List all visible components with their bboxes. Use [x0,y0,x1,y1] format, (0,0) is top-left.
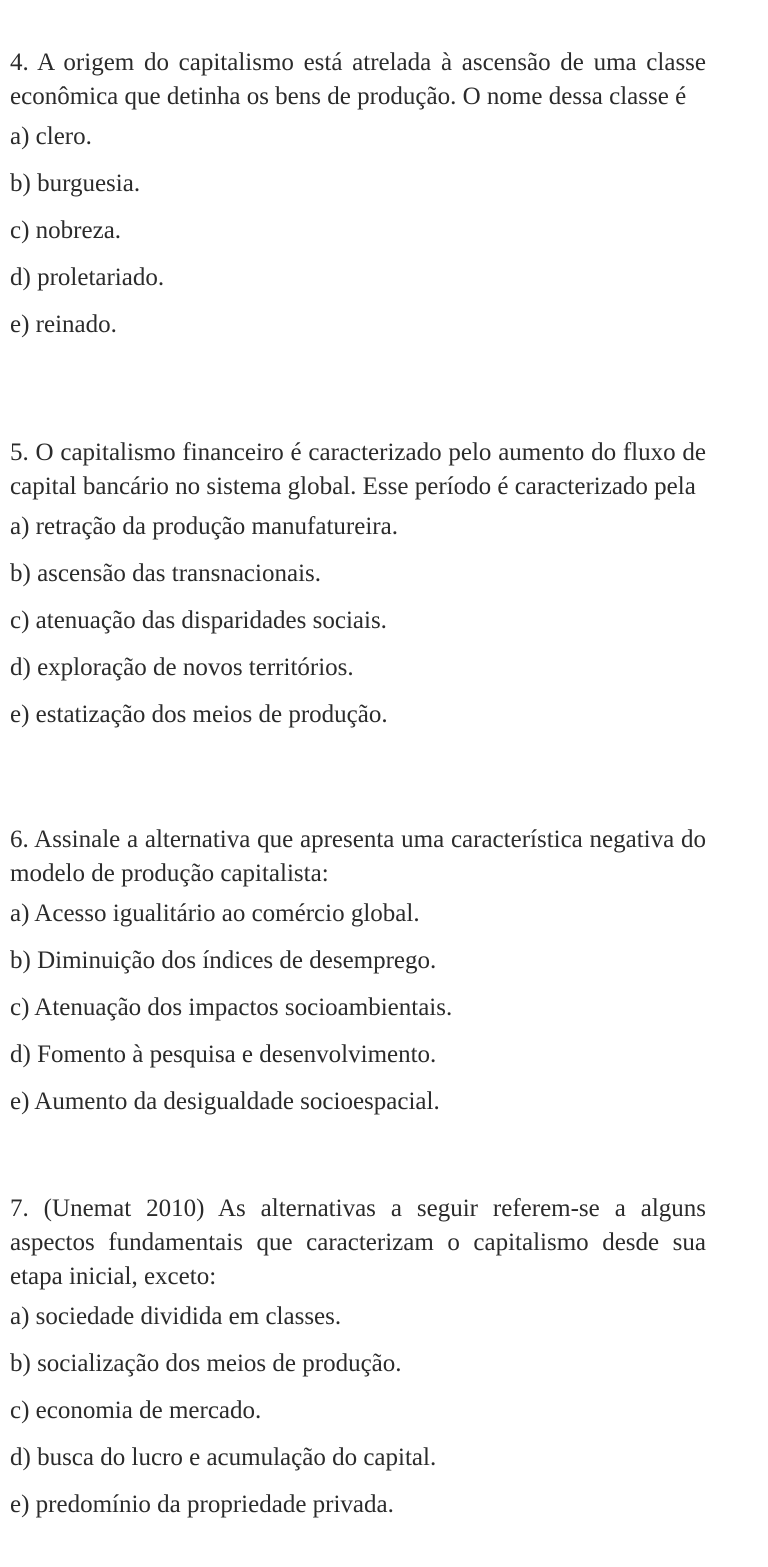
question-stem: 6. Assinale a alternativa que apresenta uma característica negativa do modelo de produção capitalista: [10,826,706,887]
option-c: c) atenuação das disparidades sociais. [10,607,387,634]
option-d: d) exploração de novos territórios. [10,654,354,681]
option-e: e) reinado. [10,311,117,338]
option-b: b) Diminuição dos índices de desemprego. [10,947,437,974]
option-a: a) clero. [10,123,92,150]
question-7 [10,1192,706,1535]
option-a: a) retração da produção manufatureira. [10,513,398,540]
option-d: d) Fomento à pesquisa e desenvolvimento. [10,1041,437,1068]
question-5 [10,436,706,745]
option-b: b) socialização dos meios de produção. [10,1350,402,1377]
question-stem: 5. O capitalismo financeiro é caracterizado pelo aumento do fluxo de capital bancário no sistema global. Esse período é caracterizado pela [10,439,706,500]
option-d: d) busca do lucro e acumulação do capital. [10,1444,437,1471]
question-4 [10,46,706,355]
option-a: a) Acesso igualitário ao comércio global. [10,900,420,927]
option-d: d) proletariado. [10,264,165,291]
question-stem: 7. (Unemat 2010) As alternativas a seguir referem-se a alguns aspectos fundamentais que caracterizam o capitalismo desde sua etapa inicial, exceto: [10,1195,706,1290]
option-b: b) burguesia. [10,170,141,197]
option-e: e) estatização dos meios de produção. [10,701,388,728]
option-e: e) predomínio da propriedade privada. [10,1491,394,1518]
option-b: b) ascensão das transnacionais. [10,560,321,587]
question-stem: 4. A origem do capitalismo está atrelada à ascensão de uma classe econômica que detinha os bens de produção. O nome dessa classe é [10,49,706,110]
option-c: c) Atenuação dos impactos socioambientais. [10,994,453,1021]
question-6 [10,823,706,1132]
option-c: c) economia de mercado. [10,1397,262,1424]
option-a: a) sociedade dividida em classes. [10,1303,342,1330]
option-e: e) Aumento da desigualdade socioespacial. [10,1088,440,1115]
option-c: c) nobreza. [10,217,122,244]
